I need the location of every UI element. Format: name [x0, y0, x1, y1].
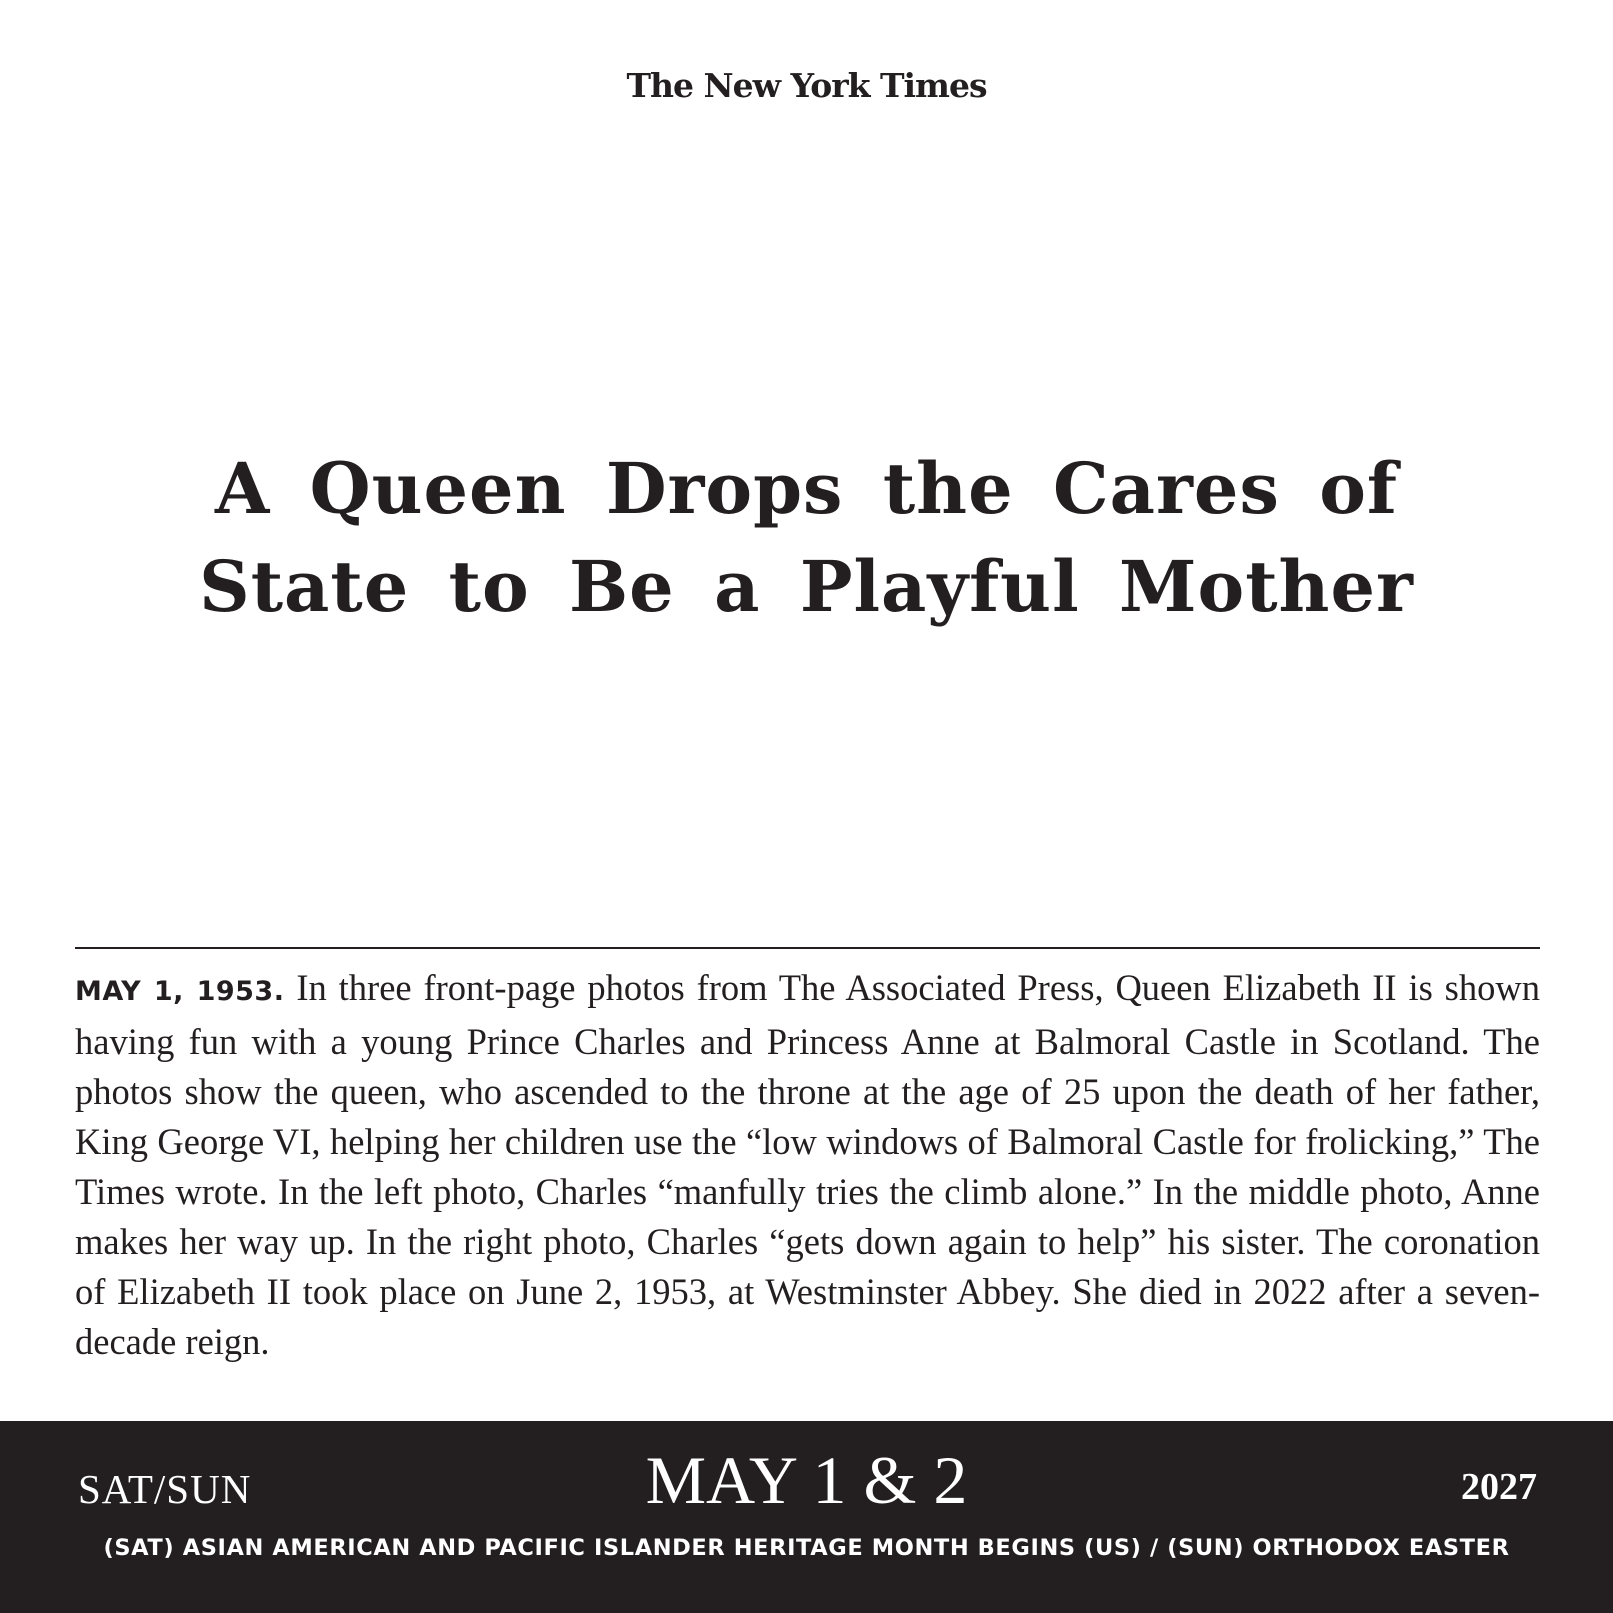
footer-days: SAT/SUN — [78, 1466, 252, 1512]
headline-line-1: A Queen Drops the Cares of — [214, 447, 1399, 530]
footer-bar — [0, 1421, 1613, 1613]
footer-date: MAY 1 & 2 — [645, 1442, 968, 1518]
article-dateline: MAY 1, 1953. — [75, 976, 285, 1007]
headline — [0, 440, 1613, 636]
footer-year: 2027 — [1461, 1466, 1537, 1508]
article-body: In three front-page photos from The Associated Press, Queen Elizabeth II is shown having fun with a young Prince Charles and Princess Anne at Balmoral Castle in Scotland. The photos show the queen, who ascended to the throne at the age of 25 upon the death of her father, King George VI, helping her children use the “low windows of Balmoral Castle for frolicking,” The Times wrote. In the left photo, Charles “manfully tries the climb alone.” In the middle photo, Anne makes her way up. In the right photo, Charles “gets down again to help” his sister. The coronation of Elizabeth II took place on June 2, 1953, at Westminster Abbey. She died in 2022 after a seven-decade reign. — [75, 967, 1541, 1362]
masthead-logo: The New York Times — [626, 66, 987, 105]
headline-line-2: State to Be a Playful Mother — [199, 545, 1414, 628]
article-paragraph — [75, 963, 1540, 1367]
footer-events: (SAT) ASIAN AMERICAN AND PACIFIC ISLANDER HERITAGE MONTH BEGINS (US) / (SUN) ORTHODOX EASTER — [103, 1535, 1510, 1561]
divider — [75, 947, 1540, 949]
